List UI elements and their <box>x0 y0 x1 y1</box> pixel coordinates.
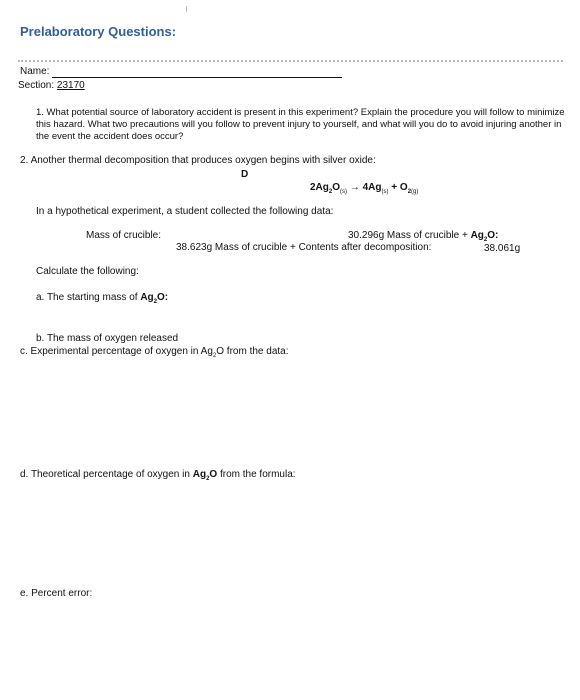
name-label: Name: <box>20 66 50 77</box>
data-row-2-label: 38.623g Mass of crucible + Contents after decomposition: <box>176 242 432 253</box>
question-1: 1. What potential source of laboratory accident is present in this experiment? Explain the procedure you will follow to minimize this hazard. What two precautions will you follow to prevent injury to yourself, and what will you do to avoid injuring another in the event the accident does occur? <box>36 107 565 142</box>
part-a: a. The starting mass of $Ag_2O$: <box>36 292 169 305</box>
crucible-label: Mass of crucible: <box>86 230 162 241</box>
part-b: b. The mass of oxygen released <box>36 333 179 344</box>
part-e: e. Percent error: <box>20 588 93 599</box>
data-row-2-value: 38.061g <box>484 243 521 254</box>
section-label: Section: <box>18 80 55 91</box>
name-field-line[interactable] <box>52 77 342 78</box>
calculate-label: Calculate the following: <box>36 266 139 277</box>
section-row <box>18 80 85 91</box>
part-c: c. Experimental percentage of oxygen in $Ag_2O$ from the data: <box>20 346 289 359</box>
question-2-intro: 2. Another thermal decomposition that produces oxygen begins with silver oxide: <box>20 155 376 166</box>
data-intro: In a hypothetical experiment, a student collected the following data: <box>36 206 334 217</box>
dotted-divider <box>18 60 563 62</box>
reaction-equation: $2Ag_2O_{(s)} \to 4Ag_{(s)} + O_{2(g)}$ <box>310 182 419 195</box>
data-row-1: 30.296g Mass of crucible + $Ag_2O$: <box>348 230 499 243</box>
top-tick-mark <box>186 6 187 12</box>
heat-symbol: D <box>241 169 249 180</box>
part-d: d. Theoretical percentage of oxygen in $Ag_2O$ from the formula: <box>20 469 296 482</box>
page-title: Prelaboratory Questions: <box>20 24 177 39</box>
section-value: 23170 <box>56 80 85 91</box>
